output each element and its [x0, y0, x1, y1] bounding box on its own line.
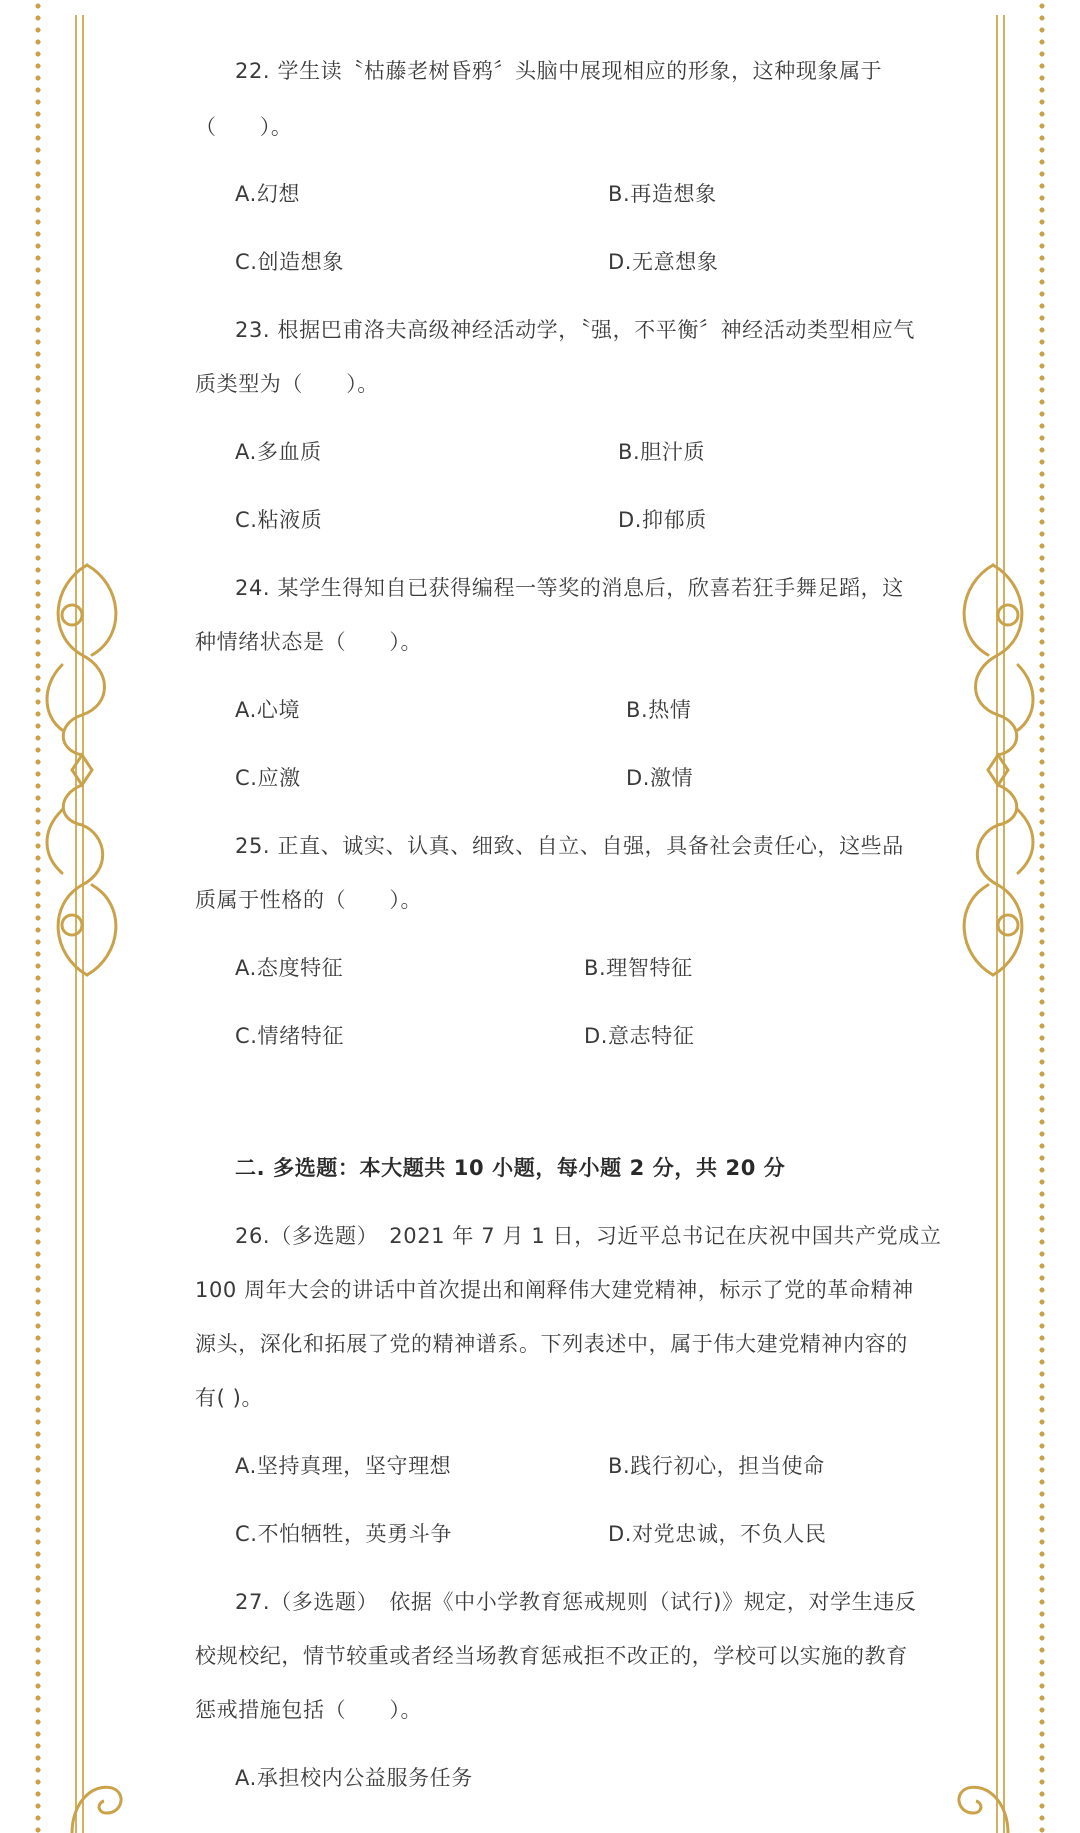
left-corner-ornament-icon	[62, 1773, 132, 1833]
q24-option-b: B.热情	[626, 698, 692, 722]
q27-line-2: 校规校纪，情节较重或者经当场教育惩戒拒不改正的，学校可以实施的教育	[195, 1644, 908, 1668]
q25-line-2: 质属于性格的（ ）。	[195, 888, 423, 912]
q22-option-d: D.无意想象	[608, 250, 719, 274]
q23-option-a: A.多血质	[235, 440, 322, 464]
q23-line-2: 质类型为（ ）。	[195, 372, 379, 396]
right-corner-ornament-icon	[948, 1773, 1018, 1833]
q23-line-1: 23. 根据巴甫洛夫高级神经活动学，〝强，不平衡〞神经活动类型相应气	[235, 318, 915, 342]
q23-option-b: B.胆汁质	[618, 440, 706, 464]
q26-option-b: B.践行初心，担当使命	[608, 1454, 825, 1478]
q27-option-a: A.承担校内公益服务任务	[235, 1766, 473, 1790]
q26-line-1: 26.（多选题） 2021 年 7 月 1 日，习近平总书记在庆祝中国共产党成立	[235, 1224, 942, 1248]
q22-option-c: C.创造想象	[235, 250, 344, 274]
q22-line-2: （ ）。	[195, 115, 293, 139]
q24-line-2: 种情绪状态是（ ）。	[195, 630, 423, 654]
q27-line-1: 27.（多选题） 依据《中小学教育惩戒规则（试行)》规定，对学生违反	[235, 1590, 917, 1614]
q26-option-a: A.坚持真理，坚守理想	[235, 1454, 452, 1478]
q25-option-b: B.理智特征	[584, 956, 693, 980]
q22-option-b: B.再造想象	[608, 182, 717, 206]
q23-option-d: D.抑郁质	[618, 508, 707, 532]
q24-option-c: C.应激	[235, 766, 301, 790]
right-scroll-ornament-icon	[948, 555, 1038, 985]
q26-line-4: 有( )。	[195, 1386, 264, 1410]
right-dotted-border	[1039, 0, 1045, 1833]
q27-line-3: 惩戒措施包括（ ）。	[195, 1698, 423, 1722]
q26-option-c: C.不怕牺牲，英勇斗争	[235, 1522, 452, 1546]
q23-option-c: C.粘液质	[235, 508, 323, 532]
q25-line-1: 25. 正直、诚实、认真、细致、自立、自强，具备社会责任心，这些品	[235, 834, 904, 858]
q22-line-1: 22. 学生读〝枯藤老树昏鸦〞头脑中展现相应的形象，这种现象属于	[235, 59, 883, 83]
q24-option-d: D.激情	[626, 766, 694, 790]
q26-option-d: D.对党忠诚，不负人民	[608, 1522, 827, 1546]
left-scroll-ornament-icon	[42, 555, 132, 985]
q24-option-a: A.心境	[235, 698, 301, 722]
q25-option-c: C.情绪特征	[235, 1024, 344, 1048]
left-dotted-border	[35, 0, 41, 1833]
section-heading: 二. 多选题：本大题共 10 小题，每小题 2 分，共 20 分	[235, 1156, 786, 1180]
q25-option-a: A.态度特征	[235, 956, 344, 980]
q22-option-a: A.幻想	[235, 182, 301, 206]
q26-line-2: 100 周年大会的讲话中首次提出和阐释伟大建党精神，标示了党的革命精神	[195, 1278, 914, 1302]
q25-option-d: D.意志特征	[584, 1024, 695, 1048]
q24-line-1: 24. 某学生得知自已获得编程一等奖的消息后，欣喜若狂手舞足蹈，这	[235, 576, 904, 600]
q26-line-3: 源头，深化和拓展了党的精神谱系。下列表述中，属于伟大建党精神内容的	[195, 1332, 908, 1356]
